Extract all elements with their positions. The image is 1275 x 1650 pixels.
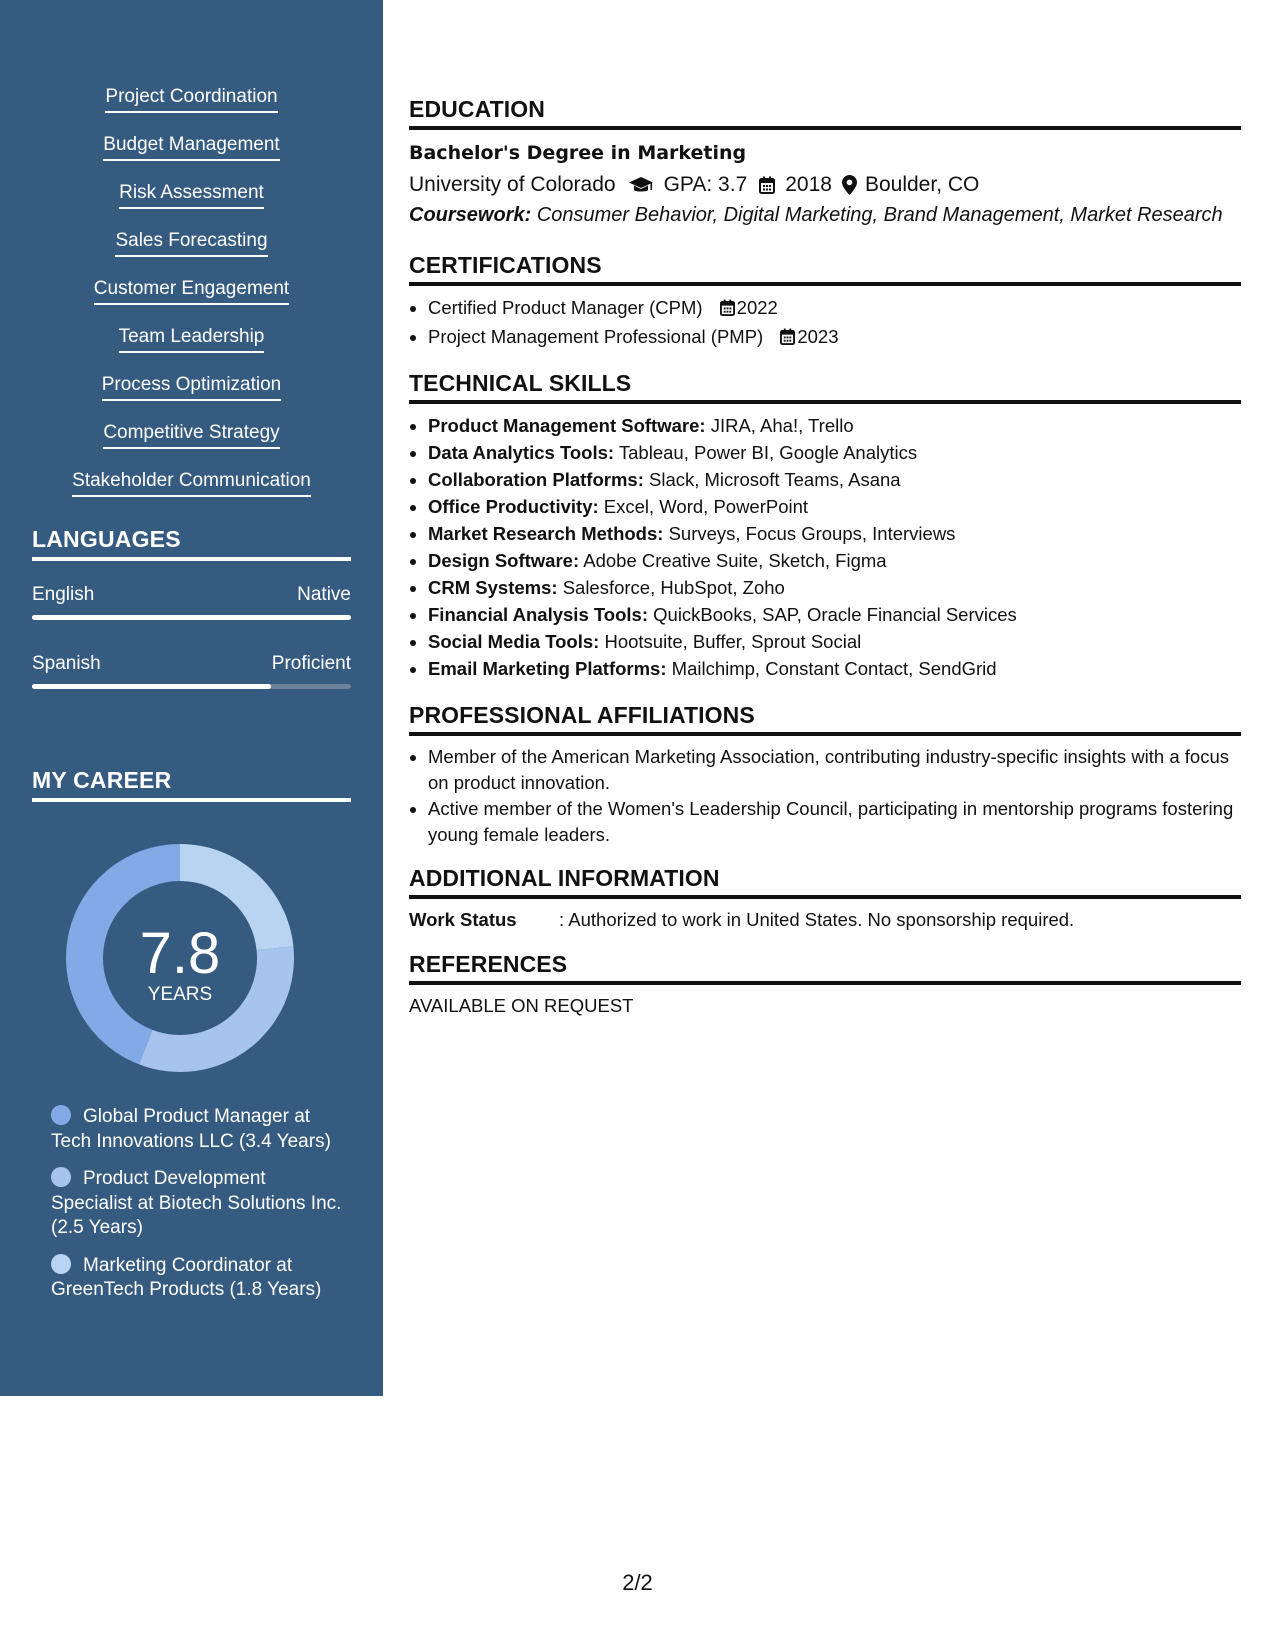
skill-label: Design Software:	[428, 550, 580, 571]
coursework-label: Coursework:	[409, 204, 532, 226]
certifications-list	[409, 294, 1241, 352]
skill-label: Market Research Methods:	[428, 523, 664, 544]
affiliation-item: • Active member of the Women's Leadership Council, participating in mentorship programs fostering young female leaders.	[428, 796, 1241, 847]
career-item	[51, 1254, 351, 1303]
career-dot-icon	[51, 1105, 71, 1125]
technical-skill-item	[428, 412, 1241, 439]
career-item-text: Marketing Coordinator at GreenTech Products (1.8 Years)	[51, 1254, 322, 1300]
skill-item: Process Optimization	[102, 374, 282, 401]
language-english	[32, 584, 351, 606]
main-content	[409, 96, 1241, 1017]
affiliations-heading: PROFESSIONAL AFFILIATIONS	[409, 702, 1241, 736]
career-list	[51, 1105, 351, 1316]
affiliations-list	[409, 744, 1241, 847]
certification-name: Project Management Professional (PMP)	[428, 326, 764, 347]
skill-value: Slack, Microsoft Teams, Asana	[649, 469, 901, 490]
career-item	[51, 1167, 351, 1241]
references-text: AVAILABLE ON REQUEST	[409, 995, 634, 1016]
technical-skills-heading: TECHNICAL SKILLS	[409, 370, 1241, 404]
skill-item: Stakeholder Communication	[72, 470, 311, 497]
skill-value: Adobe Creative Suite, Sketch, Figma	[583, 550, 887, 571]
coursework-value: Consumer Behavior, Digital Marketing, Brand Management, Market Research	[536, 204, 1223, 226]
skill-label: Email Marketing Platforms:	[428, 658, 667, 679]
work-status-row	[409, 907, 1241, 933]
skill-item: Budget Management	[103, 134, 279, 161]
skill-item: Risk Assessment	[119, 182, 264, 209]
university-name: University of Colorado	[409, 173, 616, 196]
career-item-text: Product Development Specialist at Biotech Solutions Inc. (2.5 Years)	[51, 1168, 342, 1238]
additional-info-heading: ADDITIONAL INFORMATION	[409, 865, 1241, 899]
career-dot-icon	[51, 1254, 71, 1274]
language-bar-spanish	[32, 684, 351, 689]
certification-year: 2022	[736, 297, 778, 318]
technical-skill-item	[428, 628, 1241, 655]
language-name: Spanish	[32, 653, 101, 674]
technical-skill-item	[428, 520, 1241, 547]
calendar-icon	[780, 325, 795, 352]
skill-item: Project Coordination	[105, 86, 277, 113]
certification-name: Certified Product Manager (CPM)	[428, 297, 703, 318]
skill-label: Product Management Software:	[428, 415, 706, 436]
skill-value: Hootsuite, Buffer, Sprout Social	[604, 631, 862, 652]
education-heading: EDUCATION	[409, 96, 1241, 130]
calendar-icon	[720, 296, 735, 323]
skill-value: Tableau, Power BI, Google Analytics	[618, 442, 918, 463]
career-item-text: Global Product Manager at Tech Innovations LLC (3.4 Years)	[51, 1106, 331, 1152]
education-details	[409, 170, 1241, 200]
skill-label: Office Productivity:	[428, 496, 599, 517]
degree-title: Bachelor's Degree in Marketing	[409, 142, 747, 164]
references-heading: REFERENCES	[409, 951, 1241, 985]
affiliation-item: • Member of the American Marketing Association, contributing industry-specific insights with a focus on product innovation.	[428, 744, 1241, 795]
skill-item: Team Leadership	[119, 326, 265, 353]
skill-value: Salesforce, HubSpot, Zoho	[562, 577, 785, 598]
career-unit: YEARS	[147, 984, 213, 1005]
skill-item: Customer Engagement	[94, 278, 289, 305]
skill-value: JIRA, Aha!, Trello	[710, 415, 854, 436]
language-bar-fill	[32, 684, 271, 689]
page-number: 2/2	[622, 1570, 653, 1595]
skill-item: Sales Forecasting	[115, 230, 267, 257]
language-spanish	[32, 653, 351, 675]
skill-value: QuickBooks, SAP, Oracle Financial Services	[653, 604, 1017, 625]
map-pin-icon	[842, 175, 857, 195]
skill-value: Excel, Word, PowerPoint	[603, 496, 809, 517]
career-item	[51, 1105, 351, 1154]
skills-list	[0, 86, 383, 518]
certification-item	[428, 323, 1241, 352]
skill-value: Surveys, Focus Groups, Interviews	[668, 523, 956, 544]
technical-skill-item	[428, 601, 1241, 628]
language-bar-english	[32, 615, 351, 620]
career-heading: MY CAREER	[32, 767, 351, 802]
certifications-heading: CERTIFICATIONS	[409, 252, 1241, 286]
career-total: 7.8	[139, 921, 221, 986]
language-level: Proficient	[271, 653, 351, 674]
skill-label: CRM Systems:	[428, 577, 558, 598]
sidebar	[0, 0, 383, 1396]
career-dot-icon	[51, 1167, 71, 1187]
languages-heading: LANGUAGES	[32, 526, 351, 561]
technical-skill-item	[428, 466, 1241, 493]
skill-label: Social Media Tools:	[428, 631, 600, 652]
technical-skill-item	[428, 655, 1241, 682]
education-location: Boulder, CO	[864, 173, 980, 196]
technical-skill-item	[428, 493, 1241, 520]
technical-skill-item	[428, 547, 1241, 574]
certification-year: 2023	[797, 326, 839, 347]
technical-skill-item	[428, 574, 1241, 601]
skill-label: Collaboration Platforms:	[428, 469, 644, 490]
career-donut-chart	[60, 838, 300, 1078]
technical-skill-item	[428, 439, 1241, 466]
skill-item: Competitive Strategy	[103, 422, 279, 449]
language-bar-fill	[32, 615, 351, 620]
calendar-icon	[759, 176, 775, 194]
language-level: Native	[297, 584, 351, 605]
technical-skills-list	[409, 412, 1241, 682]
graduation-cap-icon	[628, 175, 654, 195]
coursework	[409, 200, 1241, 230]
work-status-label: Work Status	[409, 909, 517, 930]
graduation-year: 2018	[785, 173, 832, 196]
work-status-value: : Authorized to work in United States. No sponsorship required.	[559, 909, 1075, 930]
certification-item	[428, 294, 1241, 323]
language-name: English	[32, 584, 95, 605]
skill-label: Financial Analysis Tools:	[428, 604, 648, 625]
gpa-value: GPA: 3.7	[663, 173, 748, 196]
skill-label: Data Analytics Tools:	[428, 442, 615, 463]
skill-value: Mailchimp, Constant Contact, SendGrid	[671, 658, 997, 679]
